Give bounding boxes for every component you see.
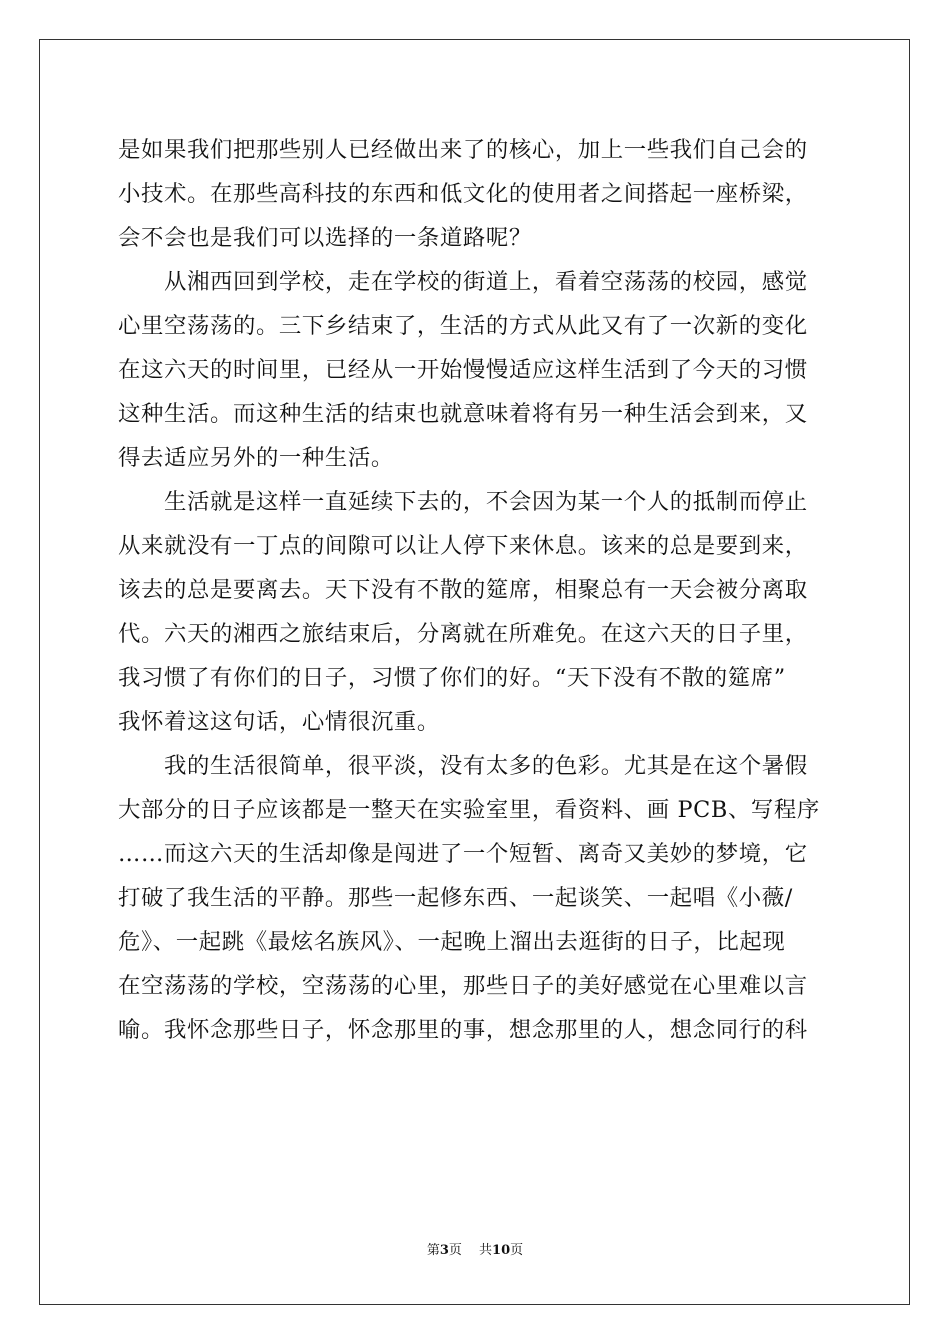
text-line: 大部分的日子应该都是一整天在实验室里，看资料、画 PCB、写程序 bbox=[118, 797, 820, 823]
text-line: 从湘西回到学校，走在学校的街道上，看着空荡荡的校园，感觉 bbox=[118, 269, 808, 295]
text-line: 在空荡荡的学校，空荡荡的心里，那些日子的美好感觉在心里难以言 bbox=[118, 973, 808, 999]
text-line: 打破了我生活的平静。那些一起修东西、一起谈笑、一起唱《小薇/ bbox=[118, 885, 793, 911]
paragraph-2 bbox=[118, 260, 834, 480]
paragraph-1 bbox=[118, 128, 834, 260]
text-line: ……而这六天的生活却像是闯进了一个短暂、离奇又美妙的梦境，它 bbox=[118, 841, 808, 867]
text-line: 代。六天的湘西之旅结束后，分离就在所难免。在这六天的日子里， bbox=[118, 621, 808, 647]
paragraph-4 bbox=[118, 744, 834, 1052]
text-line: 是如果我们把那些别人已经做出来了的核心，加上一些我们自己会的 bbox=[118, 137, 808, 163]
footer-page-suffix: 页 共 bbox=[448, 1243, 493, 1258]
text-line: 我习惯了有你们的日子，习惯了你们的好。“天下没有不散的筵席” bbox=[118, 665, 786, 691]
text-line: 喻。我怀念那些日子，怀念那里的事，想念那里的人，想念同行的科 bbox=[118, 1017, 808, 1043]
text-line: 小技术。在那些高科技的东西和低文化的使用者之间搭起一座桥梁， bbox=[118, 181, 808, 207]
footer-total-suffix: 页 bbox=[510, 1243, 524, 1258]
page-number: 3 bbox=[439, 1243, 449, 1258]
text-line: 我怀着这这句话，心情很沉重。 bbox=[118, 709, 440, 735]
paragraph-3 bbox=[118, 480, 834, 744]
text-line: 得去适应另外的一种生活。 bbox=[118, 445, 394, 471]
total-pages: 10 bbox=[492, 1243, 511, 1258]
text-line: 在这六天的时间里，已经从一开始慢慢适应这样生活到了今天的习惯 bbox=[118, 357, 808, 383]
text-line: 危》、一起跳《最炫名族风》、一起晚上溜出去逛街的日子，比起现 bbox=[118, 929, 786, 955]
text-line: 会不会也是我们可以选择的一条道路呢？ bbox=[118, 225, 532, 251]
text-line: 这种生活。而这种生活的结束也就意味着将有另一种生活会到来，又 bbox=[118, 401, 808, 427]
document-body bbox=[118, 128, 834, 1052]
page-footer bbox=[0, 1243, 950, 1259]
footer-prefix: 第 bbox=[426, 1243, 440, 1258]
text-line: 我的生活很简单，很平淡，没有太多的色彩。尤其是在这个暑假 bbox=[118, 753, 808, 779]
text-line: 该去的总是要离去。天下没有不散的筵席，相聚总有一天会被分离取 bbox=[118, 577, 808, 603]
text-line: 从来就没有一丁点的间隙可以让人停下来休息。该来的总是要到来， bbox=[118, 533, 808, 559]
text-line: 生活就是这样一直延续下去的，不会因为某一个人的抵制而停止 bbox=[118, 489, 808, 515]
text-line: 心里空荡荡的。三下乡结束了，生活的方式从此又有了一次新的变化 bbox=[118, 313, 808, 339]
